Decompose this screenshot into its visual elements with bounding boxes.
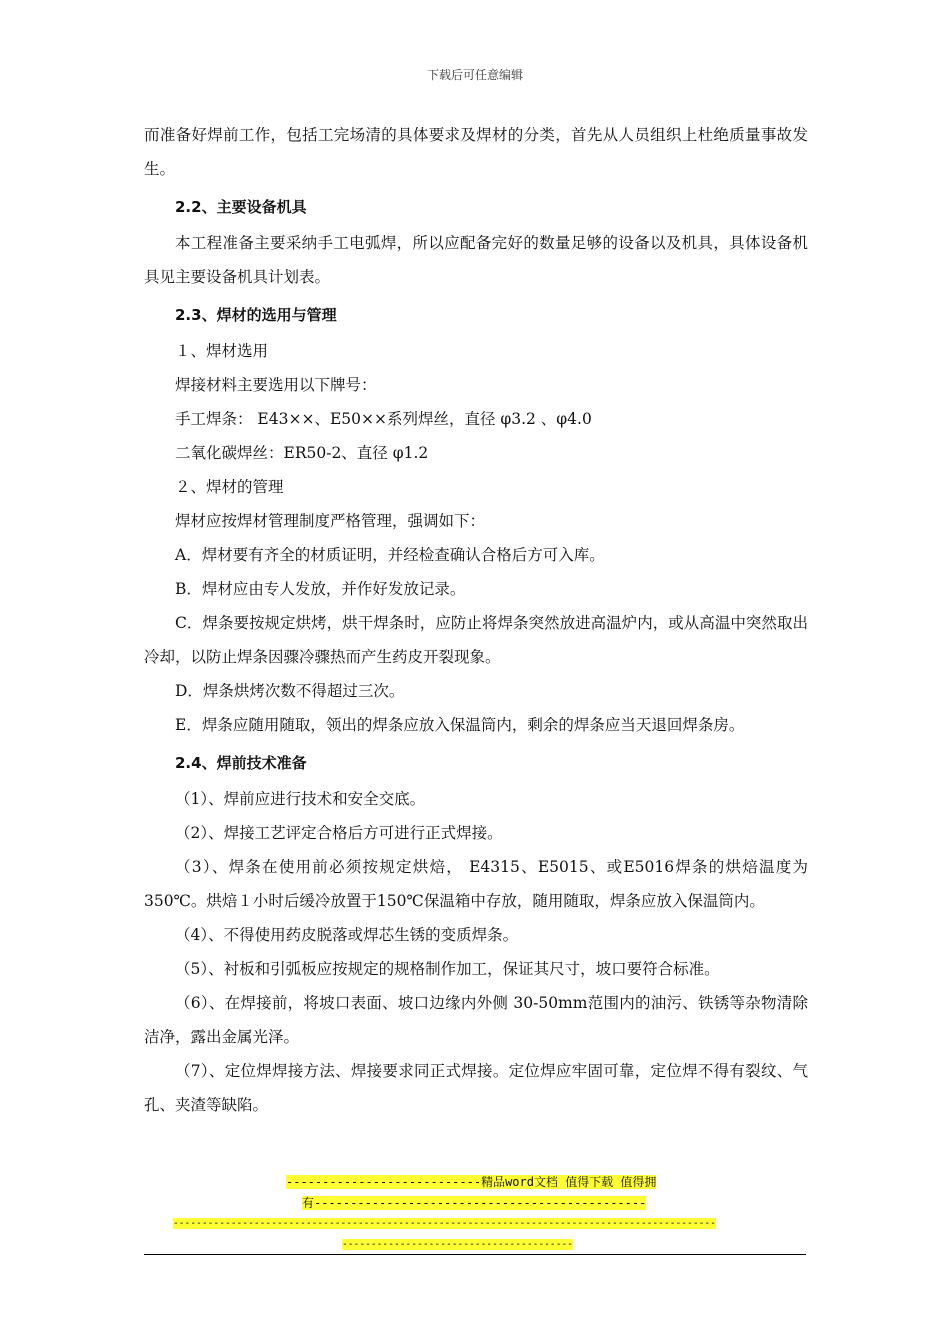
footer-line: ---------------------------------------------------------------------------------------------- — [173, 1218, 716, 1229]
list-item: 二氧化碳焊丝：ER50-2、直径 φ1.2 — [175, 444, 429, 462]
paragraph-intro: 而准备好焊前工作，包括工完场清的具体要求及焊材的分类，首先从人员组织上杜绝质量事故发生。 — [144, 126, 808, 178]
list-item: （6）、在焊接前，将坡口表面、坡口边缘内外侧 30-50mm范围内的油污、铁锈等杂物清除洁净，露出金属光泽。 — [144, 994, 808, 1046]
list-item: 手工焊条： E43××、E50××系列焊丝，直径 φ3.2 、φ4.0 — [175, 410, 592, 428]
list-item: （5）、衬板和引弧板应按规定的规格制作加工，保证其尺寸，坡口要符合标准。 — [175, 960, 720, 978]
footer-line: 有---------------------------------------------- — [302, 1196, 647, 1210]
document-body — [144, 118, 808, 1122]
section-heading-2-4: 2.4、焊前技术准备 — [175, 754, 307, 772]
list-item: B．焊材应由专人发放，并作好发放记录。 — [175, 580, 466, 598]
list-item: （7）、定位焊焊接方法、焊接要求同正式焊接。定位焊应牢固可靠，定位焊不得有裂纹、气孔、夹渣等缺陷。 — [144, 1062, 808, 1114]
section-heading-2-3: 2.3、焊材的选用与管理 — [175, 306, 337, 324]
list-item: 焊接材料主要选用以下牌号： — [175, 376, 377, 394]
paragraph-equipment: 本工程准备主要采纳手工电弧焊，所以应配备完好的数量足够的设备以及机具，具体设备机具见主要设备机具计划表。 — [144, 234, 808, 286]
list-item: （2）、焊接工艺评定合格后方可进行正式焊接。 — [175, 824, 503, 842]
list-item: E．焊条应随用随取，领出的焊条应放入保温筒内，剩余的焊条应当天退回焊条房。 — [175, 716, 745, 734]
list-item: （1）、焊前应进行技术和安全交底。 — [175, 790, 426, 808]
list-item: （4）、不得使用药皮脱落或焊芯生锈的变质焊条。 — [175, 926, 519, 944]
list-item: C．焊条要按规定烘烤，烘干焊条时，应防止将焊条突然放进高温炉内，或从高温中突然取出冷却，以防止焊条因骤冷骤热而产生药皮开裂现象。 — [144, 614, 808, 666]
list-item: １、焊材选用 — [175, 342, 269, 360]
list-item: （3）、焊条在使用前必须按规定烘焙， E4315、E5015、或E5016焊条的烘焙温度为350℃。烘焙１小时后缓冷放置于150℃保温箱中存放，随用随取，焊条应放入保温筒内。 — [144, 858, 808, 910]
list-item: A．焊材要有齐全的材质证明，并经检查确认合格后方可入库。 — [175, 546, 605, 564]
section-heading-2-2: 2.2、主要设备机具 — [175, 198, 307, 216]
footer-line: ---------------------------------------- — [342, 1239, 574, 1250]
footer-rule — [144, 1254, 806, 1255]
list-item: 焊材应按焊材管理制度严格管理，强调如下： — [175, 512, 486, 530]
page-header: 下载后可任意编辑 — [426, 68, 523, 82]
footer-line: ---------------------------精品word文档 值得下载 值得拥 — [286, 1175, 657, 1189]
list-item: D．焊条烘烤次数不得超过三次。 — [175, 682, 405, 700]
list-item: ２、焊材的管理 — [175, 478, 284, 496]
